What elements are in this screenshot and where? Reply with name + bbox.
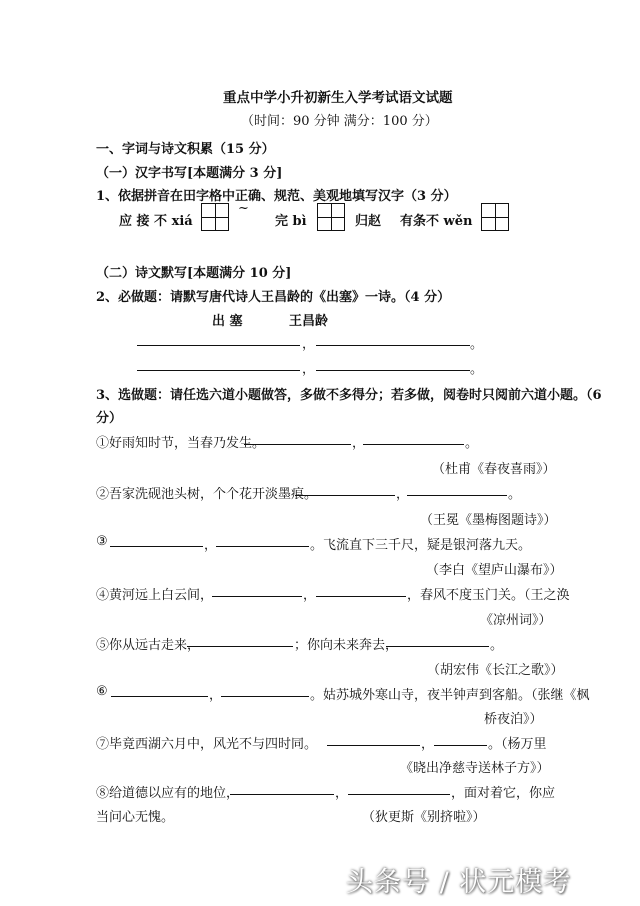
poem-source: 桥夜泊》） — [484, 712, 543, 727]
poem-source: 《晓出净慈寺送林子方》） — [400, 761, 550, 776]
poem-author: 王昌龄 — [289, 314, 329, 329]
poem-item: ③ — [96, 534, 108, 549]
punct: 。姑苏城外寒山寺，夜半钟声到客船。（张继《枫 — [310, 688, 590, 703]
punct: ， — [302, 337, 316, 352]
writing-grid[interactable] — [201, 203, 229, 231]
answer-blank[interactable] — [110, 546, 203, 547]
page-title: 重点中学小升初新生入学考试语文试题 — [223, 90, 453, 106]
answer-blank[interactable] — [316, 370, 470, 371]
answer-blank[interactable] — [230, 794, 334, 795]
watermark: 头条号 / 状元模考 — [346, 867, 572, 898]
punct: 。 — [465, 436, 479, 451]
poem-source: （杜甫《春夜喜雨》） — [432, 462, 556, 477]
answer-blank[interactable] — [216, 546, 309, 547]
pinyin-item: 完 bì — [275, 214, 307, 229]
poem-source: 《凉州词》） — [480, 613, 552, 628]
part-heading: （一）汉字书写[本题满分 3 分] — [96, 166, 283, 181]
answer-blank[interactable] — [212, 596, 302, 597]
punct: ， — [303, 588, 317, 603]
poem-item: ⑦毕竟西湖六月中，风光不与四时同。 — [96, 737, 318, 752]
poem-item: ⑥ — [96, 684, 108, 699]
answer-blank[interactable] — [386, 646, 489, 647]
answer-blank[interactable] — [327, 745, 420, 746]
poem-item: ②吾家洗砚池头树，个个花开淡墨痕。 — [96, 487, 318, 502]
answer-blank[interactable] — [407, 495, 507, 496]
poem-source: （胡宏伟《长江之歌》） — [427, 663, 564, 678]
pinyin-item: 应 接 不 xiá — [119, 214, 193, 229]
question-2: 2、必做题：请默写唐代诗人王昌龄的《出塞》一诗。（4 分） — [96, 290, 451, 305]
poem-item: ⑤你从远古走来， — [96, 638, 201, 653]
question-3: 3、选做题：请任选六道小题做答，多做不多得分；若多做，阅卷时只阅前六道小题。（6 — [96, 388, 602, 403]
punct: ， — [421, 737, 435, 752]
answer-blank[interactable] — [244, 444, 351, 445]
answer-blank[interactable] — [295, 495, 395, 496]
punct: 。 — [470, 362, 484, 377]
tilde-mark: ~ — [238, 201, 249, 216]
writing-grid[interactable] — [481, 203, 509, 231]
answer-blank[interactable] — [316, 596, 406, 597]
question-3-cont: 分） — [96, 411, 123, 426]
punct: ，面对着它，你应 — [451, 786, 556, 801]
punct: ， — [335, 786, 349, 801]
answer-blank[interactable] — [137, 345, 300, 346]
punct: 。（杨万里 — [488, 737, 547, 752]
answer-blank[interactable] — [221, 696, 309, 697]
writing-grid[interactable] — [317, 203, 345, 231]
punct: ；你向未来奔去， — [294, 638, 399, 653]
answer-blank[interactable] — [187, 646, 293, 647]
punct: 。 — [508, 487, 522, 502]
punct: 。 — [490, 638, 504, 653]
poem-source: （王冕《墨梅图题诗》） — [420, 513, 557, 528]
punct: ， — [204, 538, 218, 553]
poem-source: （狄更斯《别挤啦》） — [362, 810, 486, 825]
part-heading: （二）诗文默写[本题满分 10 分] — [96, 266, 292, 281]
punct: ，春风不度玉门关。（王之涣 — [407, 588, 570, 603]
question-1: 1、依据拼音在田字格中正确、规范、美观地填写汉字（3 分） — [96, 189, 457, 204]
answer-blank[interactable] — [348, 794, 450, 795]
punct: 。飞流直下三千尺，疑是银河落九天。 — [310, 538, 532, 553]
poem-item-cont: 当问心无愧。 — [96, 810, 175, 825]
answer-blank[interactable] — [434, 745, 487, 746]
exam-info: （时间：90 分钟 满分：100 分） — [241, 114, 438, 129]
answer-blank[interactable] — [137, 370, 300, 371]
poem-item: ⑧给道德以应有的地位， — [96, 786, 240, 801]
answer-blank[interactable] — [316, 345, 470, 346]
punct: ， — [209, 688, 223, 703]
poem-item: ①好雨知时节，当春乃发生。 — [96, 436, 266, 451]
pinyin-item: 归赵 — [355, 214, 382, 229]
poem-item: ④黄河远上白云间， — [96, 588, 214, 603]
section-heading: 一、字词与诗文积累（15 分） — [96, 142, 275, 157]
punct: ， — [396, 487, 410, 502]
poem-source: （李白《望庐山瀑布》） — [426, 563, 563, 578]
punct: ， — [352, 436, 366, 451]
pinyin-item: 有条不 wěn — [400, 214, 473, 229]
answer-blank[interactable] — [111, 696, 208, 697]
poem-title: 出 塞 — [212, 314, 243, 329]
answer-blank[interactable] — [363, 444, 464, 445]
punct: 。 — [470, 337, 484, 352]
punct: ， — [302, 362, 316, 377]
